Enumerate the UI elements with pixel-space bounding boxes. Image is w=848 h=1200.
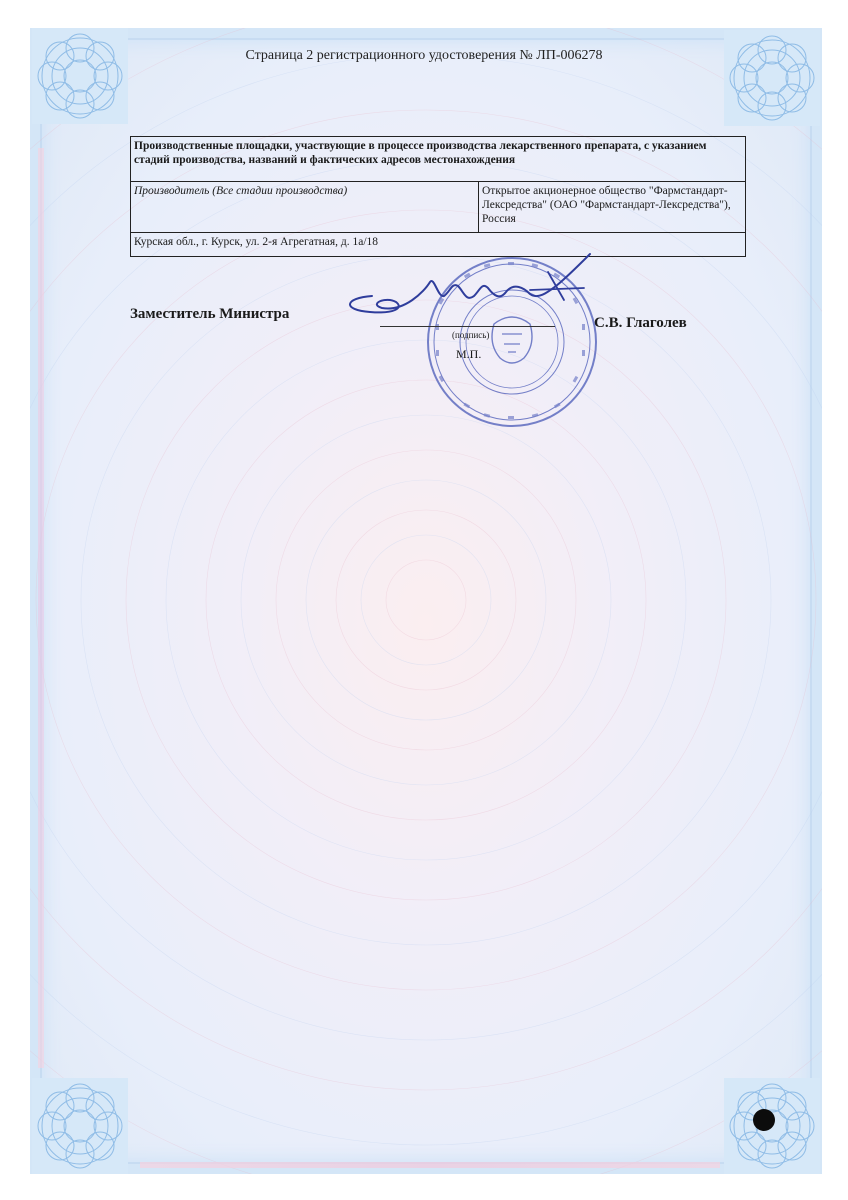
pink-border-strip-left bbox=[38, 148, 44, 1068]
pink-border-strip-bottom bbox=[140, 1162, 720, 1168]
production-stage-cell: Производитель (Все стадии производства) bbox=[131, 182, 479, 233]
manufacturer-cell: Открытое акционерное общество "Фармстандарт-Лексредства" (ОАО "Фармстандарт-Лексредства"), Россия bbox=[479, 182, 746, 233]
signer-name: С.В. Глаголев bbox=[594, 315, 687, 331]
table-row bbox=[131, 137, 746, 182]
page-header: Страница 2 регистрационного удостоверения № ЛП-006278 bbox=[245, 48, 603, 63]
punch-hole bbox=[753, 1109, 775, 1131]
handwritten-signature bbox=[334, 248, 604, 328]
address-cell: Курская обл., г. Курск, ул. 2-я Агрегатная, д. 1а/18 bbox=[131, 233, 746, 257]
signature-line bbox=[380, 326, 555, 327]
signature-caption: (подпись) bbox=[452, 330, 490, 340]
rosette-ornament-icon bbox=[32, 28, 128, 124]
rosette-ornament-icon bbox=[32, 1078, 128, 1174]
table-heading-cell: Производственные площадки, участвующие в процессе производства лекарственного препарата, с указанием стадий производства, названий и фактических адресов местонахождения bbox=[131, 137, 746, 182]
seal-place-caption: М.П. bbox=[456, 347, 482, 361]
rosette-ornament-icon bbox=[724, 30, 820, 126]
table-row bbox=[131, 182, 746, 233]
signer-position-title: Заместитель Министра bbox=[130, 306, 290, 322]
production-sites-table bbox=[130, 136, 746, 257]
